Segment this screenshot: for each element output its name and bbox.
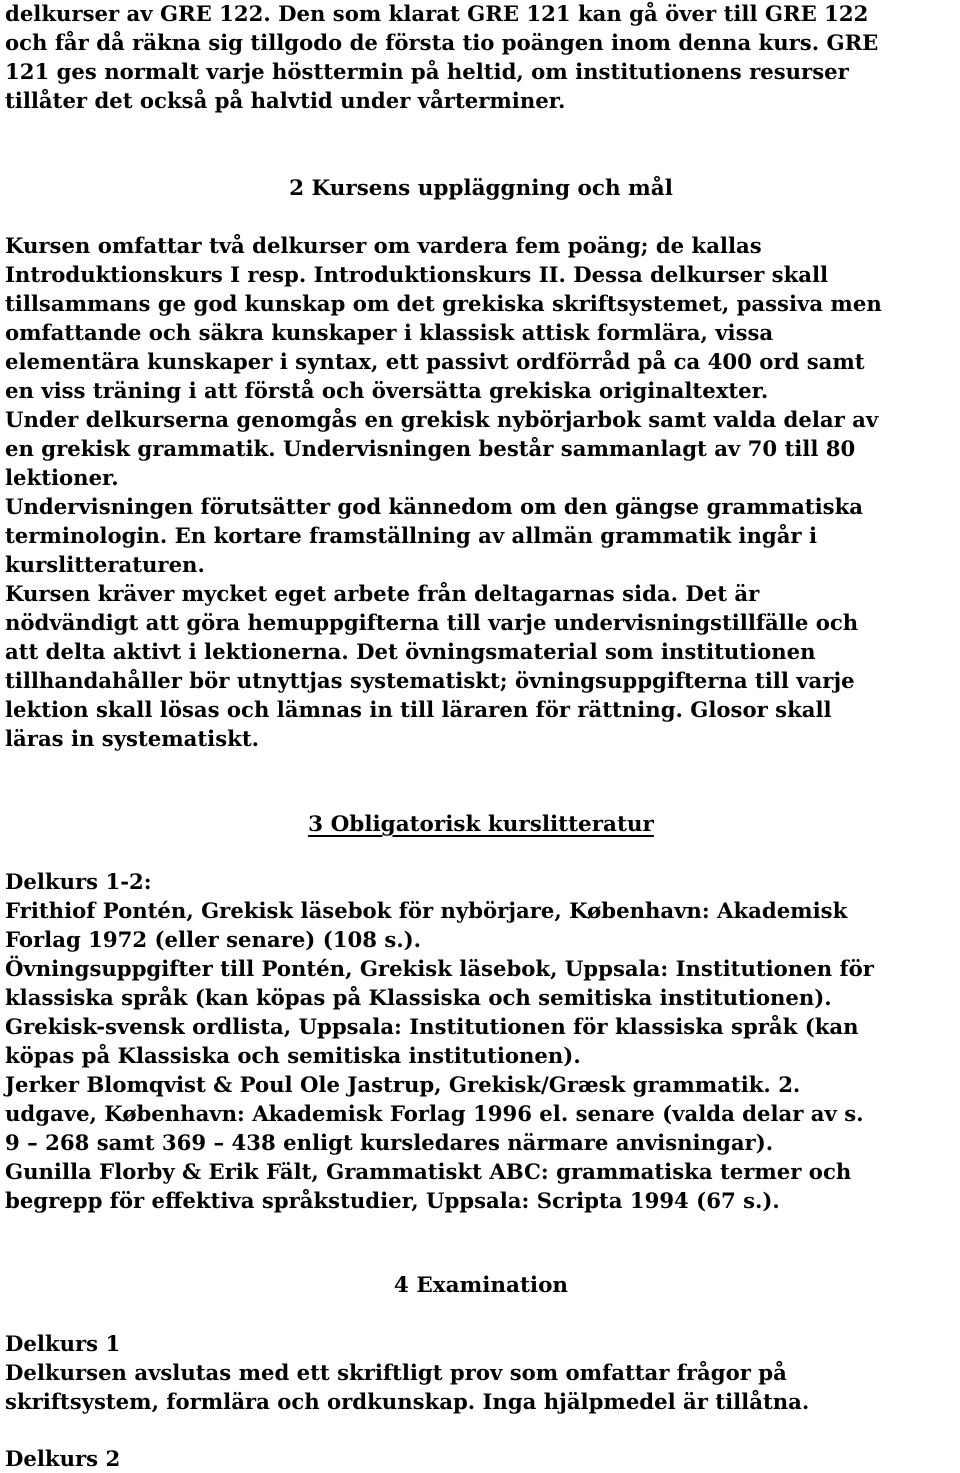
text-line: Gunilla Florby & Erik Fält, Grammatiskt ABC: grammatiska termer och xyxy=(5,1159,852,1184)
text-line: udgave, København: Akademisk Forlag 1996 el. senare (valda delar av s. xyxy=(5,1101,864,1126)
text-line: Frithiof Pontén, Grekisk läsebok för nybörjare, København: Akademisk xyxy=(5,898,848,923)
text-line: terminologin. En kortare framställning av allmän grammatik ingår i xyxy=(5,523,818,548)
text-line: Kursen omfattar två delkurser om vardera fem poäng; de kallas xyxy=(5,233,762,258)
text-line: läras in systematiskt. xyxy=(5,726,259,751)
section-4-body xyxy=(5,1329,809,1416)
text-line: nödvändigt att göra hemuppgifterna till varje undervisningstillfälle och xyxy=(5,610,859,635)
intro-paragraph xyxy=(5,0,878,115)
text-line: och får då räkna sig tillgodo de första tio poängen inom denna kurs. GRE xyxy=(5,30,879,55)
text-line: en grekisk grammatik. Undervisningen består sammanlagt av 70 till 80 xyxy=(5,436,856,461)
section-2-body xyxy=(5,231,882,753)
text-line: Introduktionskurs I resp. Introduktionskurs II. Dessa delkurser skall xyxy=(5,262,829,287)
text-line: tillhandahåller bör utnyttjas systematiskt; övningsuppgifterna till varje xyxy=(5,668,855,693)
text-line: 9 – 268 samt 369 – 438 enligt kursledares närmare anvisningar). xyxy=(5,1130,774,1155)
section-heading-2: 2 Kursens uppläggning och mål xyxy=(289,176,673,201)
literature-subheading: Delkurs 1-2: xyxy=(5,869,152,894)
text-line: elementära kunskaper i syntax, ett passivt ordförråd på ca 400 ord samt xyxy=(5,349,865,374)
text-line: Undervisningen förutsätter god kännedom om den gängse grammatiska xyxy=(5,494,863,519)
text-line: en viss träning i att förstå och översätta grekiska originaltexter. xyxy=(5,378,769,403)
delkurs-1-title: Delkurs 1 xyxy=(5,1331,121,1356)
text-line: skriftsystem, formlära och ordkunskap. Inga hjälpmedel är tillåtna. xyxy=(5,1389,810,1414)
text-line: kurslitteraturen. xyxy=(5,552,205,577)
text-line: Under delkurserna genomgås en grekisk nybörjarbok samt valda delar av xyxy=(5,407,879,432)
text-line: Delkursen avslutas med ett skriftligt prov som omfattar frågor på xyxy=(5,1360,787,1385)
text-line: delkurser av GRE 122. Den som klarat GRE 121 kan gå över till GRE 122 xyxy=(5,1,869,26)
text-line: köpas på Klassiska och semitiska institutionen). xyxy=(5,1043,581,1068)
text-line: Forlag 1972 (eller senare) (108 s.). xyxy=(5,927,422,952)
section-heading-3 xyxy=(5,810,957,839)
section-3-body xyxy=(5,867,874,1215)
text-line: Jerker Blomqvist & Poul Ole Jastrup, Grekisk/Græsk grammatik. 2. xyxy=(5,1072,801,1097)
text-line: omfattande och säkra kunskaper i klassisk attisk formlära, vissa xyxy=(5,320,774,345)
text-line: tillåter det också på halvtid under vårterminer. xyxy=(5,88,566,113)
text-line: Övningsuppgifter till Pontén, Grekisk läsebok, Uppsala: Institutionen för xyxy=(5,956,874,981)
text-line: att delta aktivt i lektionerna. Det övningsmaterial som institutionen xyxy=(5,639,816,664)
text-line: lektion skall lösas och lämnas in till läraren för rättning. Glosor skall xyxy=(5,697,832,722)
text-line: 121 ges normalt varje hösttermin på heltid, om institutionens resurser xyxy=(5,59,849,84)
section-heading-4: 4 Examination xyxy=(393,1273,569,1298)
text-line: lektioner. xyxy=(5,465,119,490)
text-line: klassiska språk (kan köpas på Klassiska och semitiska institutionen). xyxy=(5,985,832,1010)
delkurs-2-title: Delkurs 2 xyxy=(5,1446,121,1471)
text-line: Kursen kräver mycket eget arbete från deltagarnas sida. Det är xyxy=(5,581,760,606)
text-line: Grekisk-svensk ordlista, Uppsala: Institutionen för klassiska språk (kan xyxy=(5,1014,859,1039)
section-heading-3-text: 3 Obligatorisk kurslitteratur xyxy=(308,812,654,837)
text-line: tillsammans ge god kunskap om det grekiska skriftsystemet, passiva men xyxy=(5,291,882,316)
text-line: begrepp för effektiva språkstudier, Uppsala: Scripta 1994 (67 s.). xyxy=(5,1188,780,1213)
